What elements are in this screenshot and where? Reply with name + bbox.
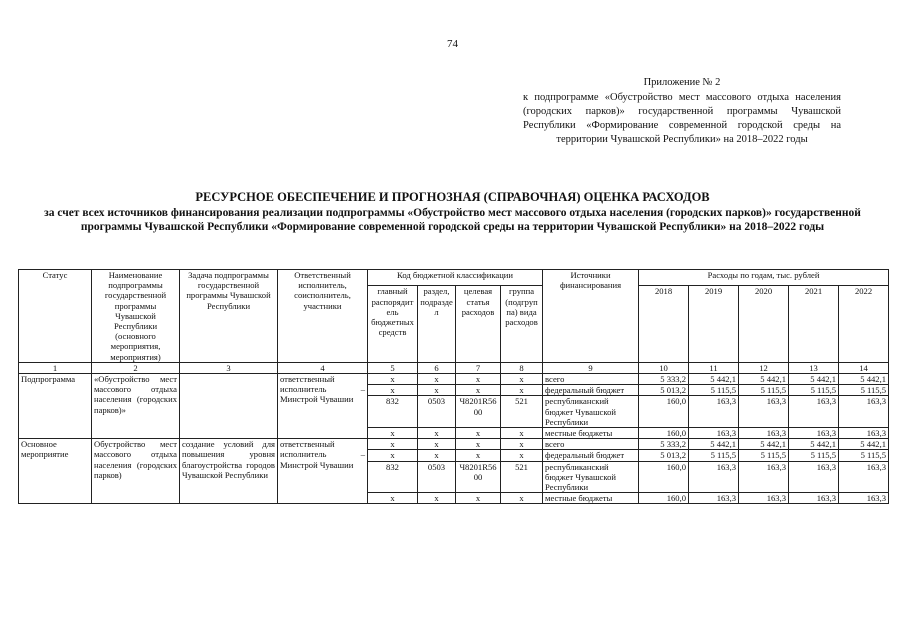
cell-2020: 163,3 xyxy=(739,461,789,493)
cell-section: x xyxy=(418,439,456,450)
cell-2022: 5 115,5 xyxy=(839,450,889,461)
cell-source: федеральный бюджет xyxy=(543,450,639,461)
cell-2022: 163,3 xyxy=(839,396,889,428)
cell-2018: 5 333,2 xyxy=(639,374,689,385)
cell-target-item: x xyxy=(456,374,501,385)
cell-2019: 163,3 xyxy=(689,461,739,493)
cell-target-item: Ч8201R5600 xyxy=(456,396,501,428)
cell-main-manager: x xyxy=(368,374,418,385)
cell-source: местные бюджеты xyxy=(543,428,639,439)
header-year-2021: 2021 xyxy=(789,286,839,362)
row-task xyxy=(180,374,278,439)
cell-group: x xyxy=(501,439,543,450)
cell-2021: 163,3 xyxy=(789,428,839,439)
header-expenses: Расходы по годам, тыс. рублей xyxy=(639,270,889,286)
cell-main-manager: x xyxy=(368,450,418,461)
cell-section: 0503 xyxy=(418,461,456,493)
document-heading xyxy=(40,190,865,234)
cell-target-item: x xyxy=(456,439,501,450)
cell-main-manager: x xyxy=(368,385,418,396)
cell-group: x xyxy=(501,450,543,461)
col-number: 9 xyxy=(543,362,639,373)
cell-section: x xyxy=(418,450,456,461)
cell-main-manager: 832 xyxy=(368,461,418,493)
cell-group: x xyxy=(501,493,543,504)
cell-2022: 5 115,5 xyxy=(839,385,889,396)
cell-source: федеральный бюджет xyxy=(543,385,639,396)
cell-main-manager: x xyxy=(368,493,418,504)
col-number: 12 xyxy=(739,362,789,373)
cell-section: x xyxy=(418,428,456,439)
cell-2020: 5 115,5 xyxy=(739,385,789,396)
header-year-2020: 2020 xyxy=(739,286,789,362)
cell-2022: 163,3 xyxy=(839,461,889,493)
cell-main-manager: 832 xyxy=(368,396,418,428)
row-status: Подпрограмма xyxy=(19,374,92,439)
cell-target-item: Ч8201R5600 xyxy=(456,461,501,493)
cell-group: 521 xyxy=(501,396,543,428)
cell-2021: 5 115,5 xyxy=(789,385,839,396)
cell-2022: 5 442,1 xyxy=(839,374,889,385)
heading-line-1: РЕСУРСНОЕ ОБЕСПЕЧЕНИЕ И ПРОГНОЗНАЯ (СПРАВОЧНАЯ) ОЦЕНКА РАСХОДОВ xyxy=(195,190,710,204)
cell-target-item: x xyxy=(456,450,501,461)
resource-table xyxy=(18,269,889,504)
col-number: 8 xyxy=(501,362,543,373)
row-status: Основное мероприятие xyxy=(19,439,92,504)
cell-2022: 5 442,1 xyxy=(839,439,889,450)
header-budget-code: Код бюджетной классификации xyxy=(368,270,543,286)
appendix-text: к подпрограмме «Обустройство мест массового отдыха населения (городских парков)» государственной программы Чувашской Республики «Формирование современной городской среды на территории Чувашской Республики» на 2018–2022 годы xyxy=(523,92,841,145)
cell-2021: 163,3 xyxy=(789,493,839,504)
cell-group: x xyxy=(501,374,543,385)
cell-section: x xyxy=(418,385,456,396)
column-numbers-row xyxy=(19,362,889,373)
cell-2018: 5 333,2 xyxy=(639,439,689,450)
appendix-title: Приложение № 2 xyxy=(643,77,721,88)
header-section: раздел, подраздел xyxy=(418,286,456,362)
page-number: 74 xyxy=(447,38,458,50)
col-number: 3 xyxy=(180,362,278,373)
cell-2018: 5 013,2 xyxy=(639,450,689,461)
cell-2020: 5 442,1 xyxy=(739,374,789,385)
cell-2022: 163,3 xyxy=(839,428,889,439)
row-executor: ответственный исполнитель – Минстрой Чувашии xyxy=(278,439,368,504)
table-row xyxy=(19,374,889,385)
cell-main-manager: x xyxy=(368,439,418,450)
col-number: 7 xyxy=(456,362,501,373)
row-executor: ответственный исполнитель – Минстрой Чувашии xyxy=(278,374,368,439)
header-name: Наименование подпрограммы государственной программы Чувашской Республики (основного мероприятия, мероприятия) xyxy=(92,270,180,363)
cell-2019: 5 442,1 xyxy=(689,374,739,385)
cell-section: 0503 xyxy=(418,396,456,428)
row-task: создание условий для повышения уровня благоустройства городов Чувашской Республики xyxy=(180,439,278,504)
cell-source: республиканский бюджет Чувашской Республики xyxy=(543,461,639,493)
header-year-2022: 2022 xyxy=(839,286,889,362)
col-number: 13 xyxy=(789,362,839,373)
header-sources: Источники финансирования xyxy=(543,270,639,363)
cell-section: x xyxy=(418,493,456,504)
table-row xyxy=(19,439,889,450)
cell-2021: 163,3 xyxy=(789,396,839,428)
cell-2019: 163,3 xyxy=(689,396,739,428)
col-number: 2 xyxy=(92,362,180,373)
cell-2019: 163,3 xyxy=(689,428,739,439)
cell-2019: 5 115,5 xyxy=(689,450,739,461)
heading-line-2: за счет всех источников финансирования реализации подпрограммы «Обустройство мест массового отдыха населения (городских парков)» государственной программы Чувашской Республики «Формирование современной городской среды на территории Чувашской Республики» на 2018–2022 годы xyxy=(44,207,861,233)
cell-2022: 163,3 xyxy=(839,493,889,504)
cell-target-item: x xyxy=(456,428,501,439)
cell-target-item: x xyxy=(456,493,501,504)
header-status: Статус xyxy=(19,270,92,363)
col-number: 11 xyxy=(689,362,739,373)
cell-2021: 5 115,5 xyxy=(789,450,839,461)
cell-2020: 5 115,5 xyxy=(739,450,789,461)
col-number: 10 xyxy=(639,362,689,373)
cell-group: x xyxy=(501,428,543,439)
cell-group: 521 xyxy=(501,461,543,493)
header-group: группа (подгруппа) вида расходов xyxy=(501,286,543,362)
col-number: 1 xyxy=(19,362,92,373)
cell-2020: 163,3 xyxy=(739,396,789,428)
cell-2018: 160,0 xyxy=(639,461,689,493)
header-executor: Ответственный исполнитель, соисполнитель, участники xyxy=(278,270,368,363)
row-name: «Обустройство мест массового отдыха населения (городских парков)» xyxy=(92,374,180,439)
col-number: 4 xyxy=(278,362,368,373)
appendix-note xyxy=(523,76,841,147)
col-number: 6 xyxy=(418,362,456,373)
col-number: 5 xyxy=(368,362,418,373)
cell-2021: 163,3 xyxy=(789,461,839,493)
cell-2019: 5 442,1 xyxy=(689,439,739,450)
cell-2019: 163,3 xyxy=(689,493,739,504)
header-year-2018: 2018 xyxy=(639,286,689,362)
cell-source: всего xyxy=(543,439,639,450)
cell-target-item: x xyxy=(456,385,501,396)
cell-source: республиканский бюджет Чувашской Республики xyxy=(543,396,639,428)
row-name: Обустройство мест массового отдыха населения (городских парков) xyxy=(92,439,180,504)
cell-2019: 5 115,5 xyxy=(689,385,739,396)
header-row-1 xyxy=(19,270,889,286)
cell-group: x xyxy=(501,385,543,396)
header-year-2019: 2019 xyxy=(689,286,739,362)
col-number: 14 xyxy=(839,362,889,373)
cell-source: местные бюджеты xyxy=(543,493,639,504)
cell-2021: 5 442,1 xyxy=(789,374,839,385)
cell-2021: 5 442,1 xyxy=(789,439,839,450)
cell-2018: 5 013,2 xyxy=(639,385,689,396)
cell-2018: 160,0 xyxy=(639,396,689,428)
cell-2018: 160,0 xyxy=(639,493,689,504)
cell-section: x xyxy=(418,374,456,385)
header-target-item: целевая статья расходов xyxy=(456,286,501,362)
cell-2020: 163,3 xyxy=(739,493,789,504)
header-task: Задача подпрограммы государственной программы Чувашской Республики xyxy=(180,270,278,363)
cell-2020: 5 442,1 xyxy=(739,439,789,450)
cell-2018: 160,0 xyxy=(639,428,689,439)
header-main-manager: главный распорядитель бюджетных средств xyxy=(368,286,418,362)
cell-2020: 163,3 xyxy=(739,428,789,439)
cell-source: всего xyxy=(543,374,639,385)
cell-main-manager: x xyxy=(368,428,418,439)
